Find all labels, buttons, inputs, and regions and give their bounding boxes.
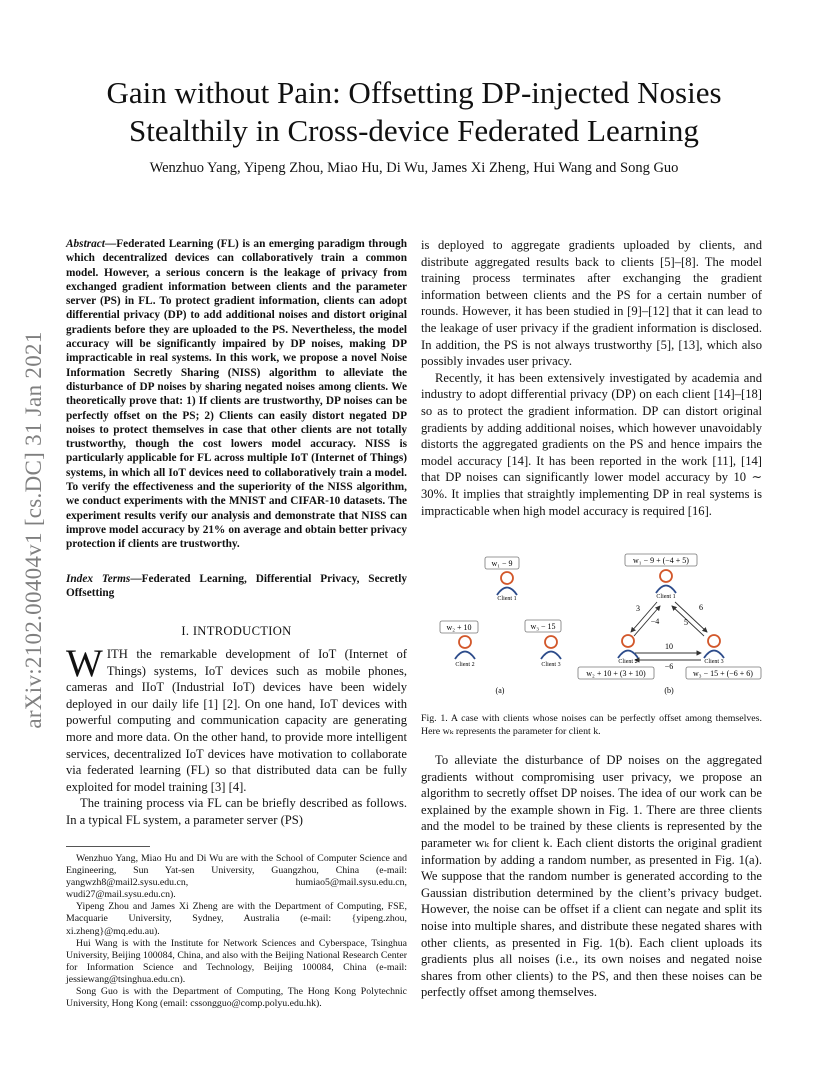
edge-label-3: 3 [636, 604, 640, 613]
edge-label-neg4: −4 [650, 617, 660, 626]
client2-b [578, 635, 654, 679]
figure-b-sublabel: (b) [664, 686, 674, 695]
client2-a-box-text: w₂ + 10 [446, 623, 472, 632]
intro-paragraph-2: The training process via FL can be briefly described as follows. In a typical FL system, a parameter server (PS) [66, 796, 407, 827]
edge-label-10: 10 [665, 642, 673, 651]
intro-paragraph-1 [66, 642, 407, 795]
client1-a [485, 557, 519, 602]
client2-a-head-icon [459, 636, 471, 648]
client1-a-label: Client 1 [497, 596, 517, 602]
right-paragraph-1: is deployed to aggregate gradients uploaded by clients, and distribute aggregated results back to clients [5]–[8]. The model training process terminates after exchanging the gradient information between clients and the PS for a certain number of rounds. However, it has been studied in [9]–[12] that it can lead to the leakage of user privacy if the gradient information is disclosed. In addition, the PS is not always trustworthy [5], [13], which also possibly invades user privacy. [421, 238, 762, 369]
abstract [66, 237, 407, 552]
client1-b-label: Client 1 [656, 594, 676, 600]
abstract-text: —Federated Learning (FL) is an emerging paradigm through which decentralized devices can collaboratively train a common model. However, a serious concern is the leakage of privacy from exchanged gradient information between clients and the parameter server (PS) in FL. To protect gradient information, clients can adopt differential privacy (DP) to add additional noises and distort original gradients before they are uploaded to the PS. Nevertheless, the model accuracy will be significantly impaired by DP noises, making DP impracticable in real systems. In this work, we propose a novel Noise Information Secretly Sharing (NISS) algorithm to alleviate the disturbance of DP noises by sharing negated noises among clients. We theoretically prove that: 1) If clients are trustworthy, DP noises can be perfectly offset on the PS; 2) Clients can easily distort negated DP noises to protect themselves in case that other clients are not totally trustworthy, though the cost lowers model accuracy. NISS is particularly applicable for FL across multiple IoT (Internet of Things) systems, in which all IoT devices need to collaboratively train a model. To verify the effectiveness and the superiority of the NISS algorithm, we conduct experiments with the MNIST and CIFAR-10 datasets. The experiment results verify our analysis and demonstrate that NISS can improve model accuracy by 21% on average and obtain better privacy protection if clients are trustworthy. [66, 238, 407, 551]
client1-b-body-icon [656, 586, 676, 594]
footnote-1: Wenzhuo Yang, Miao Hu and Di Wu are with the School of Computer Science and Engineering, Sun Yat-sen University, Guangzhou, China (e-mail: yangwzh8@mail2.sysu.edu.cn, humiao5@mail.sysu.edu.cn, wudi27@mail.sysu.edu.cn). [66, 853, 407, 901]
right-paragraph-2: Recently, it has been extensively investigated by academia and industry to adopt differential privacy (DP) on each client [14]–[18] so as to protect the gradient information. DP can distort original gradients by adding additional noises, which however unavoidably distorts the aggregated gradients on the PS and hence impairs the model accuracy [14]. It has been reported in the work [11], [14] that DP noises can significantly lower model accuracy by 10 ∼ 30%. It implies that straightly implementing DP in real systems is impracticable when high model accuracy is required [16]. [421, 370, 762, 518]
client3-b-label: Client 3 [704, 659, 724, 665]
paper-title: Gain without Pain: Offsetting DP-injected Nosies Stealthily in Cross-device Federated Learning [106, 75, 722, 148]
client1-a-body-icon [497, 588, 517, 596]
client2-a [440, 621, 478, 668]
client2-b-head-icon [622, 635, 634, 647]
client1-a-box-text: w₁ − 9 [491, 559, 513, 568]
client1-a-head-icon [501, 572, 513, 584]
right-column-top [421, 237, 762, 519]
client3-a-label: Client 3 [541, 662, 561, 668]
index-terms [66, 572, 407, 601]
client3-b [686, 635, 761, 679]
figure-1 [421, 550, 762, 702]
client3-a-head-icon [545, 636, 557, 648]
client1-b-box-text: w₁ − 9 + (−4 + 5) [633, 556, 689, 565]
footnote-2: Yipeng Zhou and James Xi Zheng are with the Department of Computing, FSE, Macquarie University, Sydney, Australia (e-mail: {yipeng.zhou, xi.zheng}@mq.edu.au). [66, 901, 407, 937]
drop-cap: W [66, 642, 103, 685]
section-heading-introduction: I. INTRODUCTION [181, 624, 292, 638]
intro-paragraph-1-text: ITH the remarkable development of IoT (Internet of Things) systems, IoT devices such as mobile phones, cameras and IIoT (Industrial IoT) devices have been widely deployed in our daily life [1] [2]. On one hand, IoT devices with powerful computing and communication capacity are generating more and more data. On the other hand, to provide more intelligent services, decentralized IoT devices have motivation to collaborate via federated learning (FL) so that distributed data can be fully exploited for model training [3] [4]. [66, 647, 407, 794]
client1-b-head-icon [660, 570, 672, 582]
client3-b-box-text: w₃ − 15 + (−6 + 6) [693, 669, 753, 678]
right-paragraph-3: To alleviate the disturbance of DP noises on the aggregated gradients without compromising user privacy, we propose an algorithm to secretly offset DP noises. The idea of our work can be explained by the example shown in Fig. 1. There are three clients and the model to be trained by these clients is represented by the parameter wₖ for client k. Each client distorts the original gradient information by adding a random number, as presented in Fig. 1(a). We suppose that the random number is generated according to the Gaussian distribution determined by the client’s privacy budget. However, the noise can be offset if a client can negate and split its noise into multiple shares, and distribute these negated shares with other clients, as presented in Fig. 1(b). Each client uploads its gradients plus all noises (i.e., its own noises and negated noise shares from other clients) to the PS, and then these noises can be perfectly offset among themselves. [421, 753, 762, 1000]
footnote-4: Song Guo is with the Department of Computing, The Hong Kong Polytechnic University, Hong Kong (email: cssongguo@comp.polyu.edu.hk). [66, 986, 407, 1010]
author-list: Wenzhuo Yang, Yipeng Zhou, Miao Hu, Di Wu, James Xi Zheng, Hui Wang and Song Guo [149, 160, 679, 176]
figure-a-sublabel: (a) [495, 686, 505, 695]
client2-b-body-icon [618, 651, 638, 659]
arxiv-id-text: arXiv:2102.00404v1 [cs.DC] 31 Jan 2021 [21, 331, 46, 729]
affiliation-footnotes [66, 853, 407, 1010]
client2-a-body-icon [455, 652, 475, 660]
arxiv-sidebar-identifier [12, 290, 56, 770]
footnote-3: Hui Wang is with the Institute for Network Sciences and Cyberspace, Tsinghua University, Beijing 100084, China, and also with the Beijing National Research Center for Information Science and Technology, Beijing 100084, China (e-mail: jessiewang@tsinghua.edu.cn). [66, 937, 407, 985]
client3-a-body-icon [541, 652, 561, 660]
client3-a-box-text: w₃ − 15 [530, 622, 556, 631]
client2-b-box-text: w₂ + 10 + (3 + 10) [586, 669, 646, 678]
figure-1-caption: Fig. 1. A case with clients whose noises can be perfectly offset among themselves. Here wₖ represents the parameter for client k. [421, 713, 762, 737]
abstract-lead: Abstract [66, 238, 105, 250]
edge-label-neg6: −6 [664, 662, 674, 671]
client3-b-head-icon [708, 635, 720, 647]
footnote-rule [66, 846, 150, 847]
figure-b-panel [578, 554, 761, 695]
index-terms-text: —Federated Learning, Differential Privacy, Secretly Offsetting [66, 573, 407, 600]
client2-a-label: Client 2 [455, 662, 475, 668]
edge-label-5: 5 [684, 618, 688, 627]
client3-a [525, 620, 561, 668]
client2-b-label: Client 2 [618, 659, 638, 665]
client3-b-body-icon [704, 651, 724, 659]
index-terms-lead: Index Terms [66, 573, 131, 585]
right-column-bottom [421, 752, 762, 1001]
figure-a-panel [440, 557, 561, 695]
client1-b [625, 554, 697, 600]
edge-label-6: 6 [699, 603, 703, 612]
introduction-text [66, 642, 407, 829]
